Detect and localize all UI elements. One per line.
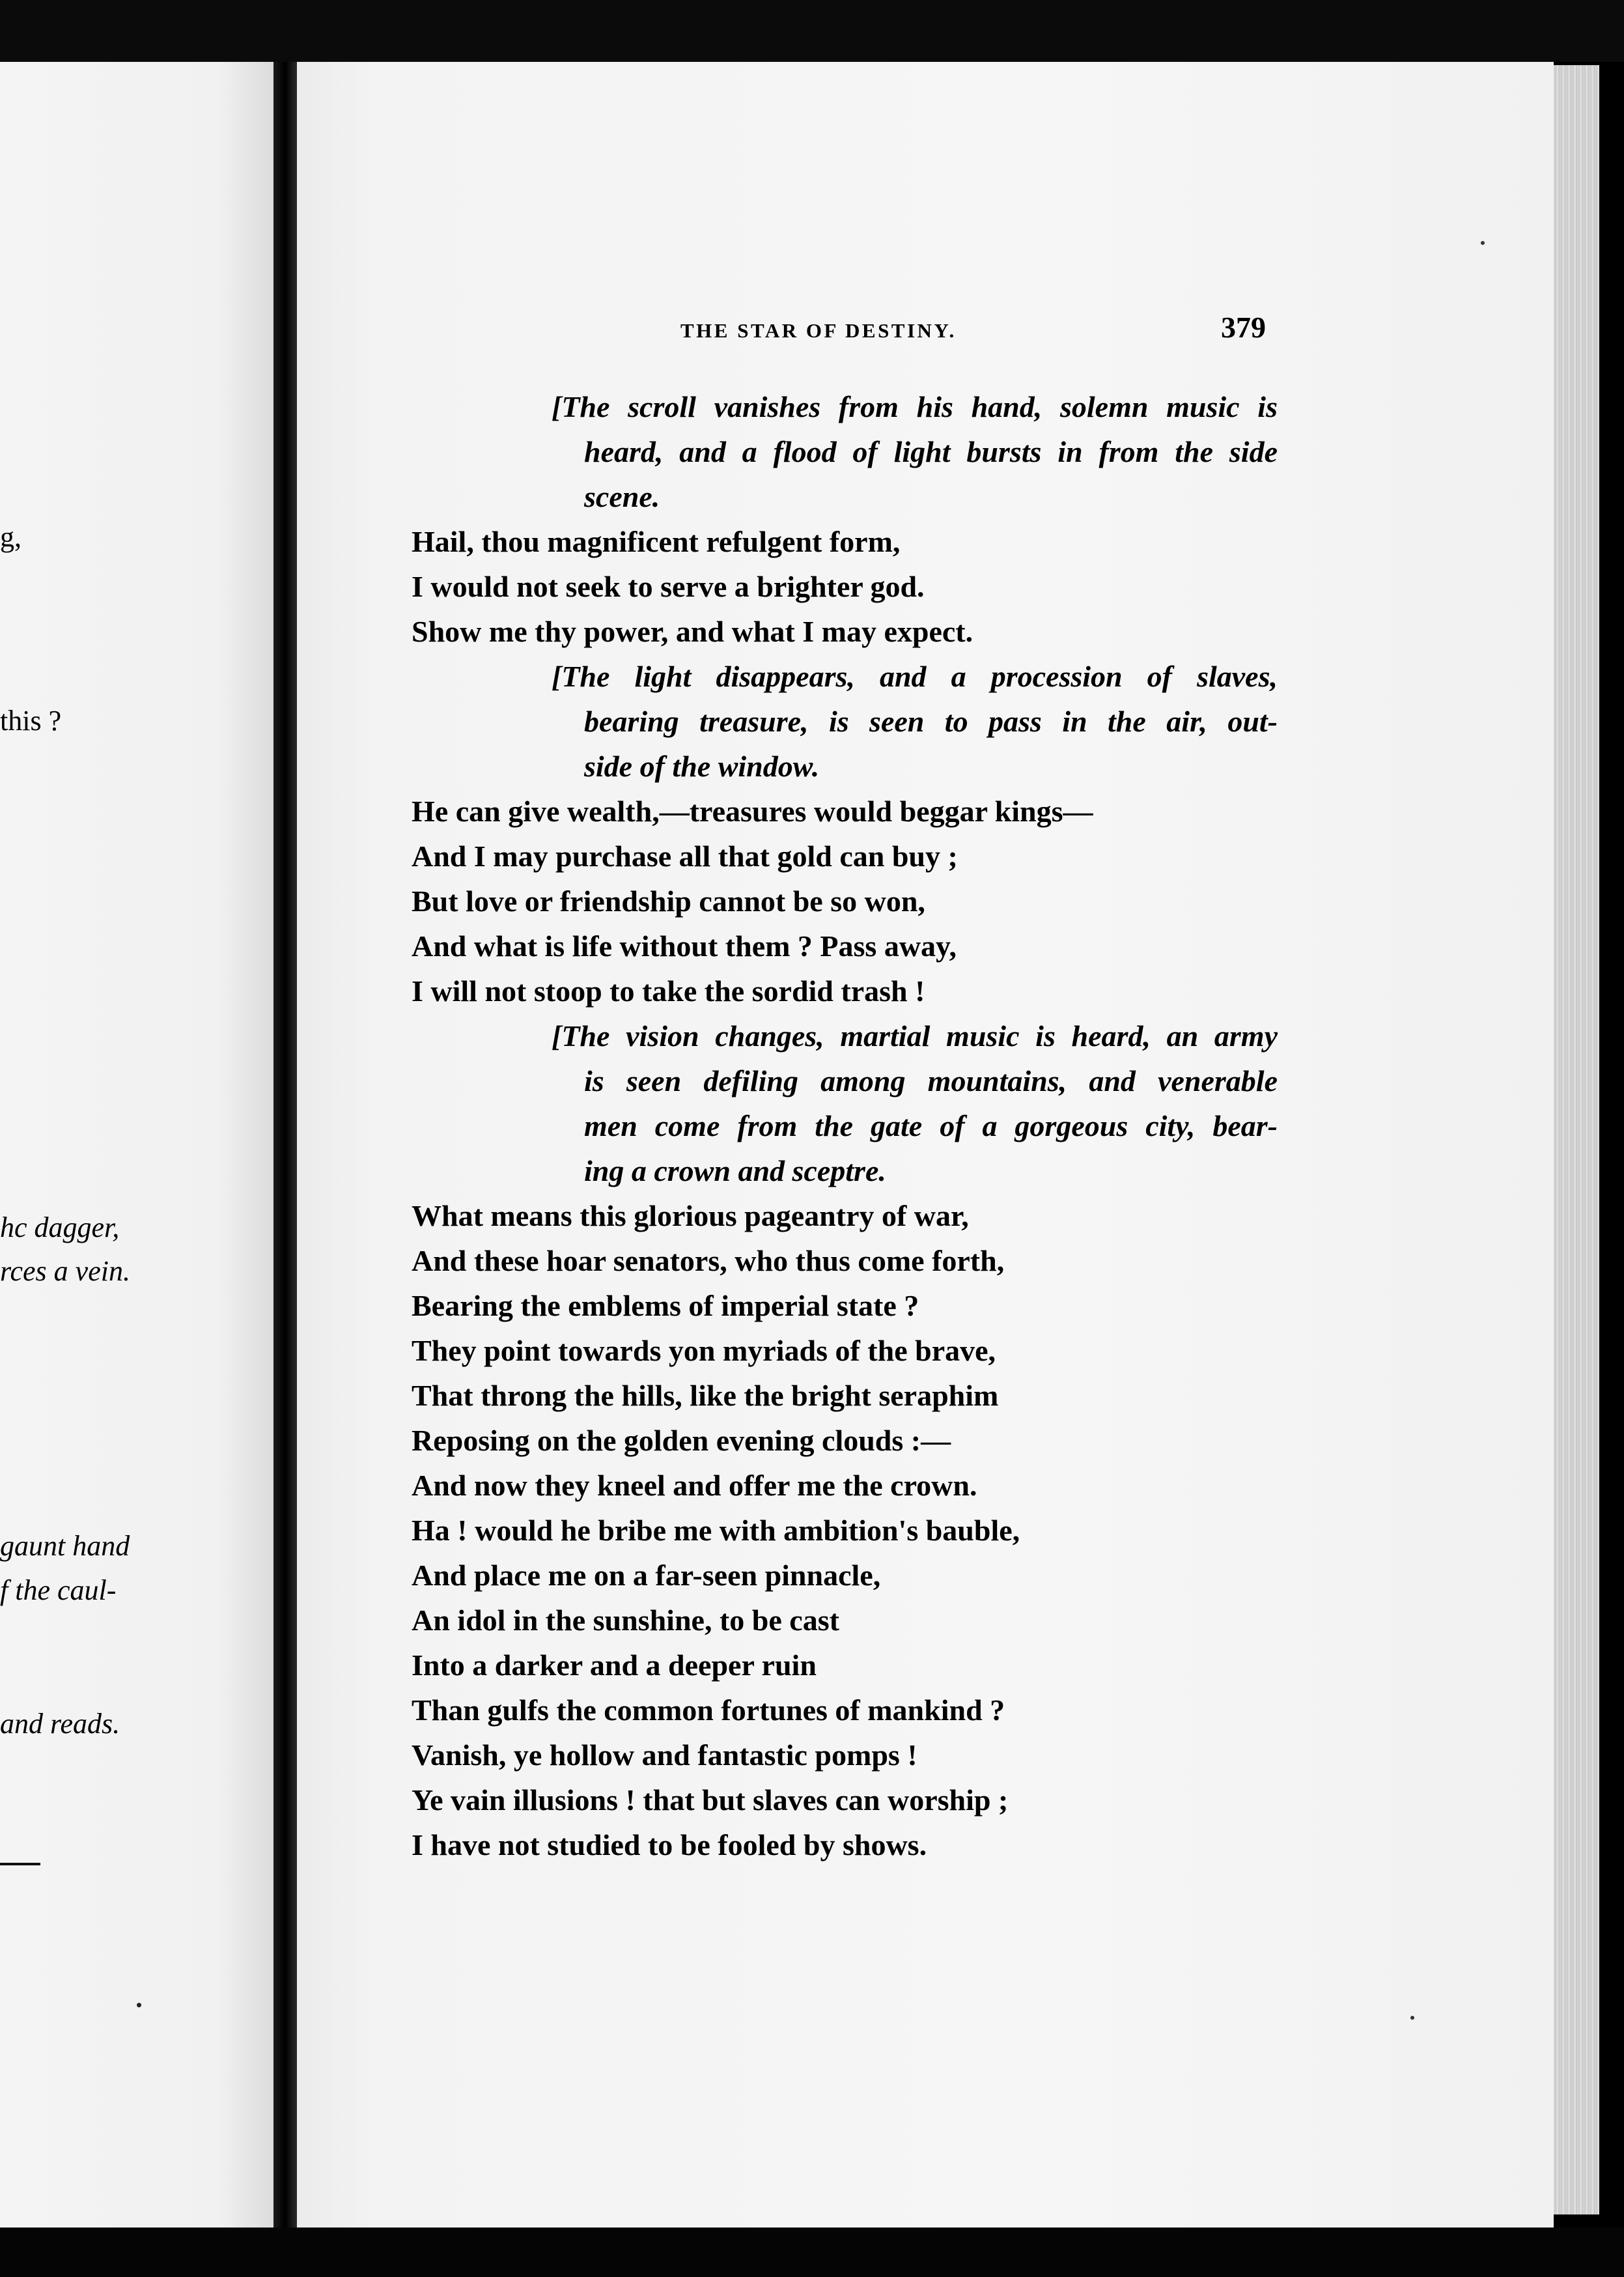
stage-direction-line: is seen defiling among mountains, and venerable [584, 1064, 1278, 1097]
verse-line: What means this glorious pageantry of war, [412, 1199, 969, 1232]
verse-line: And place me on a far-seen pinnacle, [412, 1559, 881, 1592]
verse-line: An idol in the sunshine, to be cast [412, 1604, 839, 1637]
scan-border-bottom [0, 2228, 1624, 2277]
verse-line: I have not studied to be fooled by shows. [412, 1828, 927, 1861]
scan-border-top [0, 0, 1624, 62]
verse-line: But love or friendship cannot be so won, [412, 884, 925, 918]
left-fragment: f the caul- [0, 1574, 117, 1606]
stage-direction-line: [The vision changes, martial music is heard, an army [552, 1019, 1278, 1053]
play-text [412, 384, 1278, 1867]
stage-direction-line: scene. [584, 480, 660, 513]
verse-line: They point towards yon myriads of the brave, [412, 1334, 996, 1367]
left-fragment: and reads. [0, 1708, 120, 1740]
verse-line: And now they kneel and offer me the crown. [412, 1469, 977, 1502]
left-dash-rule [0, 1863, 40, 1865]
verse-line: He can give wealth,—treasures would beggar kings— [412, 795, 1093, 828]
stage-direction-line: bearing treasure, is seen to pass in the air, out- [584, 705, 1278, 738]
verse-line: Than gulfs the common fortunes of mankind ? [412, 1693, 1005, 1727]
page-speck [1481, 241, 1485, 245]
left-fragment: this ? [0, 705, 62, 737]
left-speck [137, 2003, 141, 2007]
scan-border-right [1599, 62, 1624, 2228]
running-head: THE STAR OF DESTINY. [680, 319, 957, 342]
page-speck [1410, 2016, 1414, 2020]
verse-line: Ha ! would he bribe me with ambition's bauble, [412, 1514, 1020, 1547]
stage-direction-line: side of the window. [584, 750, 820, 783]
verse-line: Reposing on the golden evening clouds :— [412, 1424, 951, 1457]
verse-line: Vanish, ye hollow and fantastic pomps ! [412, 1738, 917, 1772]
verse-line: And I may purchase all that gold can buy ; [412, 840, 958, 873]
verse-line: And what is life without them ? Pass away, [412, 929, 957, 963]
stage-direction-line: ing a crown and sceptre. [584, 1154, 886, 1187]
left-fragment: g, [0, 521, 21, 553]
stage-direction-line: men come from the gate of a gorgeous city, bear- [584, 1109, 1278, 1142]
left-facing-page [0, 62, 273, 2228]
stage-direction-line: heard, and a flood of light bursts in from the side [584, 435, 1278, 468]
page-edges [1554, 65, 1599, 2214]
verse-line: I would not seek to serve a brighter god. [412, 570, 925, 603]
left-fragment: hc dagger, [0, 1211, 120, 1243]
stage-direction-line: [The scroll vanishes from his hand, solemn music is [552, 390, 1278, 423]
left-fragment: gaunt hand [0, 1530, 130, 1562]
left-fragment: rces a vein. [0, 1255, 130, 1287]
verse-line: Show me thy power, and what I may expect. [412, 615, 973, 648]
book-gutter [273, 62, 297, 2228]
verse-line: Ye vain illusions ! that but slaves can worship ; [412, 1783, 1009, 1817]
stage-direction-line: [The light disappears, and a procession of slaves, [552, 660, 1278, 693]
verse-line: I will not stoop to take the sordid trash ! [412, 974, 925, 1008]
verse-line: Bearing the emblems of imperial state ? [412, 1289, 919, 1322]
verse-line: Into a darker and a deeper ruin [412, 1648, 817, 1682]
verse-line: Hail, thou magnificent refulgent form, [412, 525, 901, 558]
verse-line: That throng the hills, like the bright seraphim [412, 1379, 999, 1412]
verse-line: And these hoar senators, who thus come forth, [412, 1244, 1005, 1277]
page-number: 379 [1221, 311, 1266, 344]
